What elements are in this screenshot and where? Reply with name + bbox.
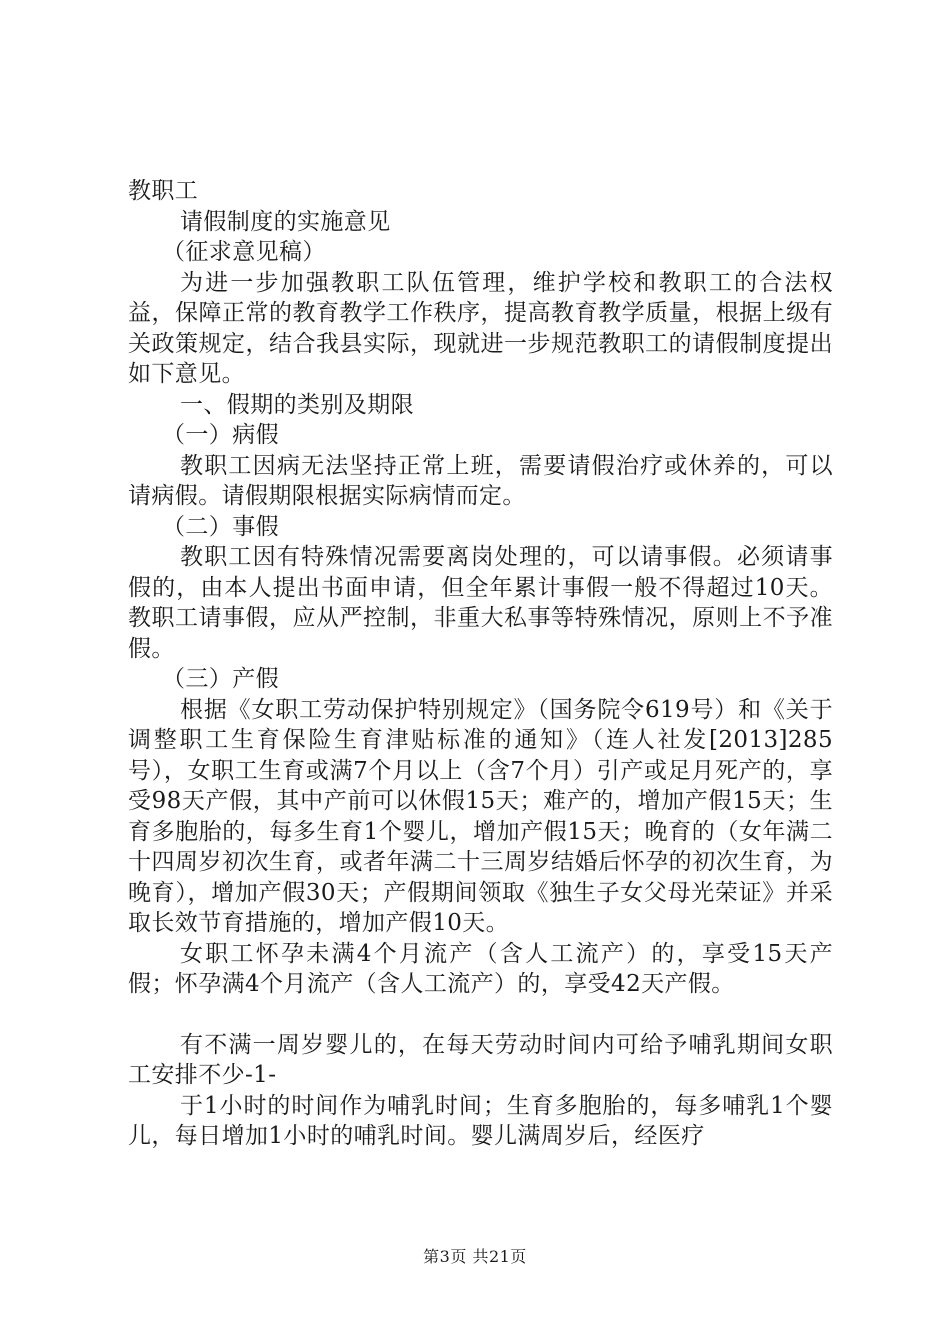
nursing-continued-paragraph: 于1小时的时间作为哺乳时间；生育多胞胎的，每多哺乳1个婴儿，每日增加1小时的哺乳时间。婴儿满周岁后，经医疗	[128, 1092, 833, 1149]
document-title: 请假制度的实施意见	[180, 208, 391, 235]
section-heading: 一、假期的类别及期限	[180, 391, 414, 418]
subsection-heading-maternity-leave: （三）产假	[162, 666, 279, 692]
document-body	[128, 176, 833, 1152]
nursing-paragraph: 有不满一周岁婴儿的，在每天劳动时间内可给予哺乳期间女职工安排不少-1-	[128, 1031, 833, 1088]
subsection-heading-personal-leave: （二）事假	[162, 513, 279, 540]
header-word: 教职工	[128, 178, 199, 204]
paragraph-gap	[128, 1000, 833, 1030]
intro-paragraph: 为进一步加强教职工队伍管理，维护学校和教职工的合法权益，保障正常的教育教学工作秩序，提高教育教学质量，根据上级有关政策规定，结合我县实际，现就进一步规范教职工的请假制度提出如下意见。	[128, 269, 833, 387]
subsection-heading-sick-leave: （一）病假	[162, 422, 279, 448]
document-subtitle: （征求意见稿）	[162, 239, 326, 265]
miscarriage-leave-paragraph: 女职工怀孕未满4个月流产（含人工流产）的，享受15天产假；怀孕满4个月流产（含人工流产）的，享受42天产假。	[128, 940, 833, 997]
maternity-leave-paragraph: 根据《女职工劳动保护特别规定》（国务院令619号）和《关于调整职工生育保险生育津贴标准的通知》（连人社发[2013]285号），女职工生育或满7个月以上（含7个月）引产或足月死产的，享受98天产假，其中产前可以休假15天；难产的，增加产假15天；生育多胞胎的，每多生育1个婴儿，增加产假15天；晚育的（女年满二十四周岁初次生育，或者年满二十三周岁结婚后怀孕的初次生育，为晚育），增加产假30天；产假期间领取《独生子女父母光荣证》并采取长效节育措施的，增加产假10天。	[128, 696, 833, 936]
personal-leave-paragraph: 教职工因有特殊情况需要离岗处理的，可以请事假。必须请事假的，由本人提出书面申请，但全年累计事假一般不得超过10天。教职工请事假，应从严控制，非重大私事等特殊情况，原则上不予准假。	[128, 544, 833, 662]
page-number-footer: 第3页 共21页	[423, 1247, 527, 1266]
sick-leave-paragraph: 教职工因病无法坚持正常上班，需要请假治疗或休养的，可以请病假。请假期限根据实际病情而定。	[128, 452, 833, 509]
